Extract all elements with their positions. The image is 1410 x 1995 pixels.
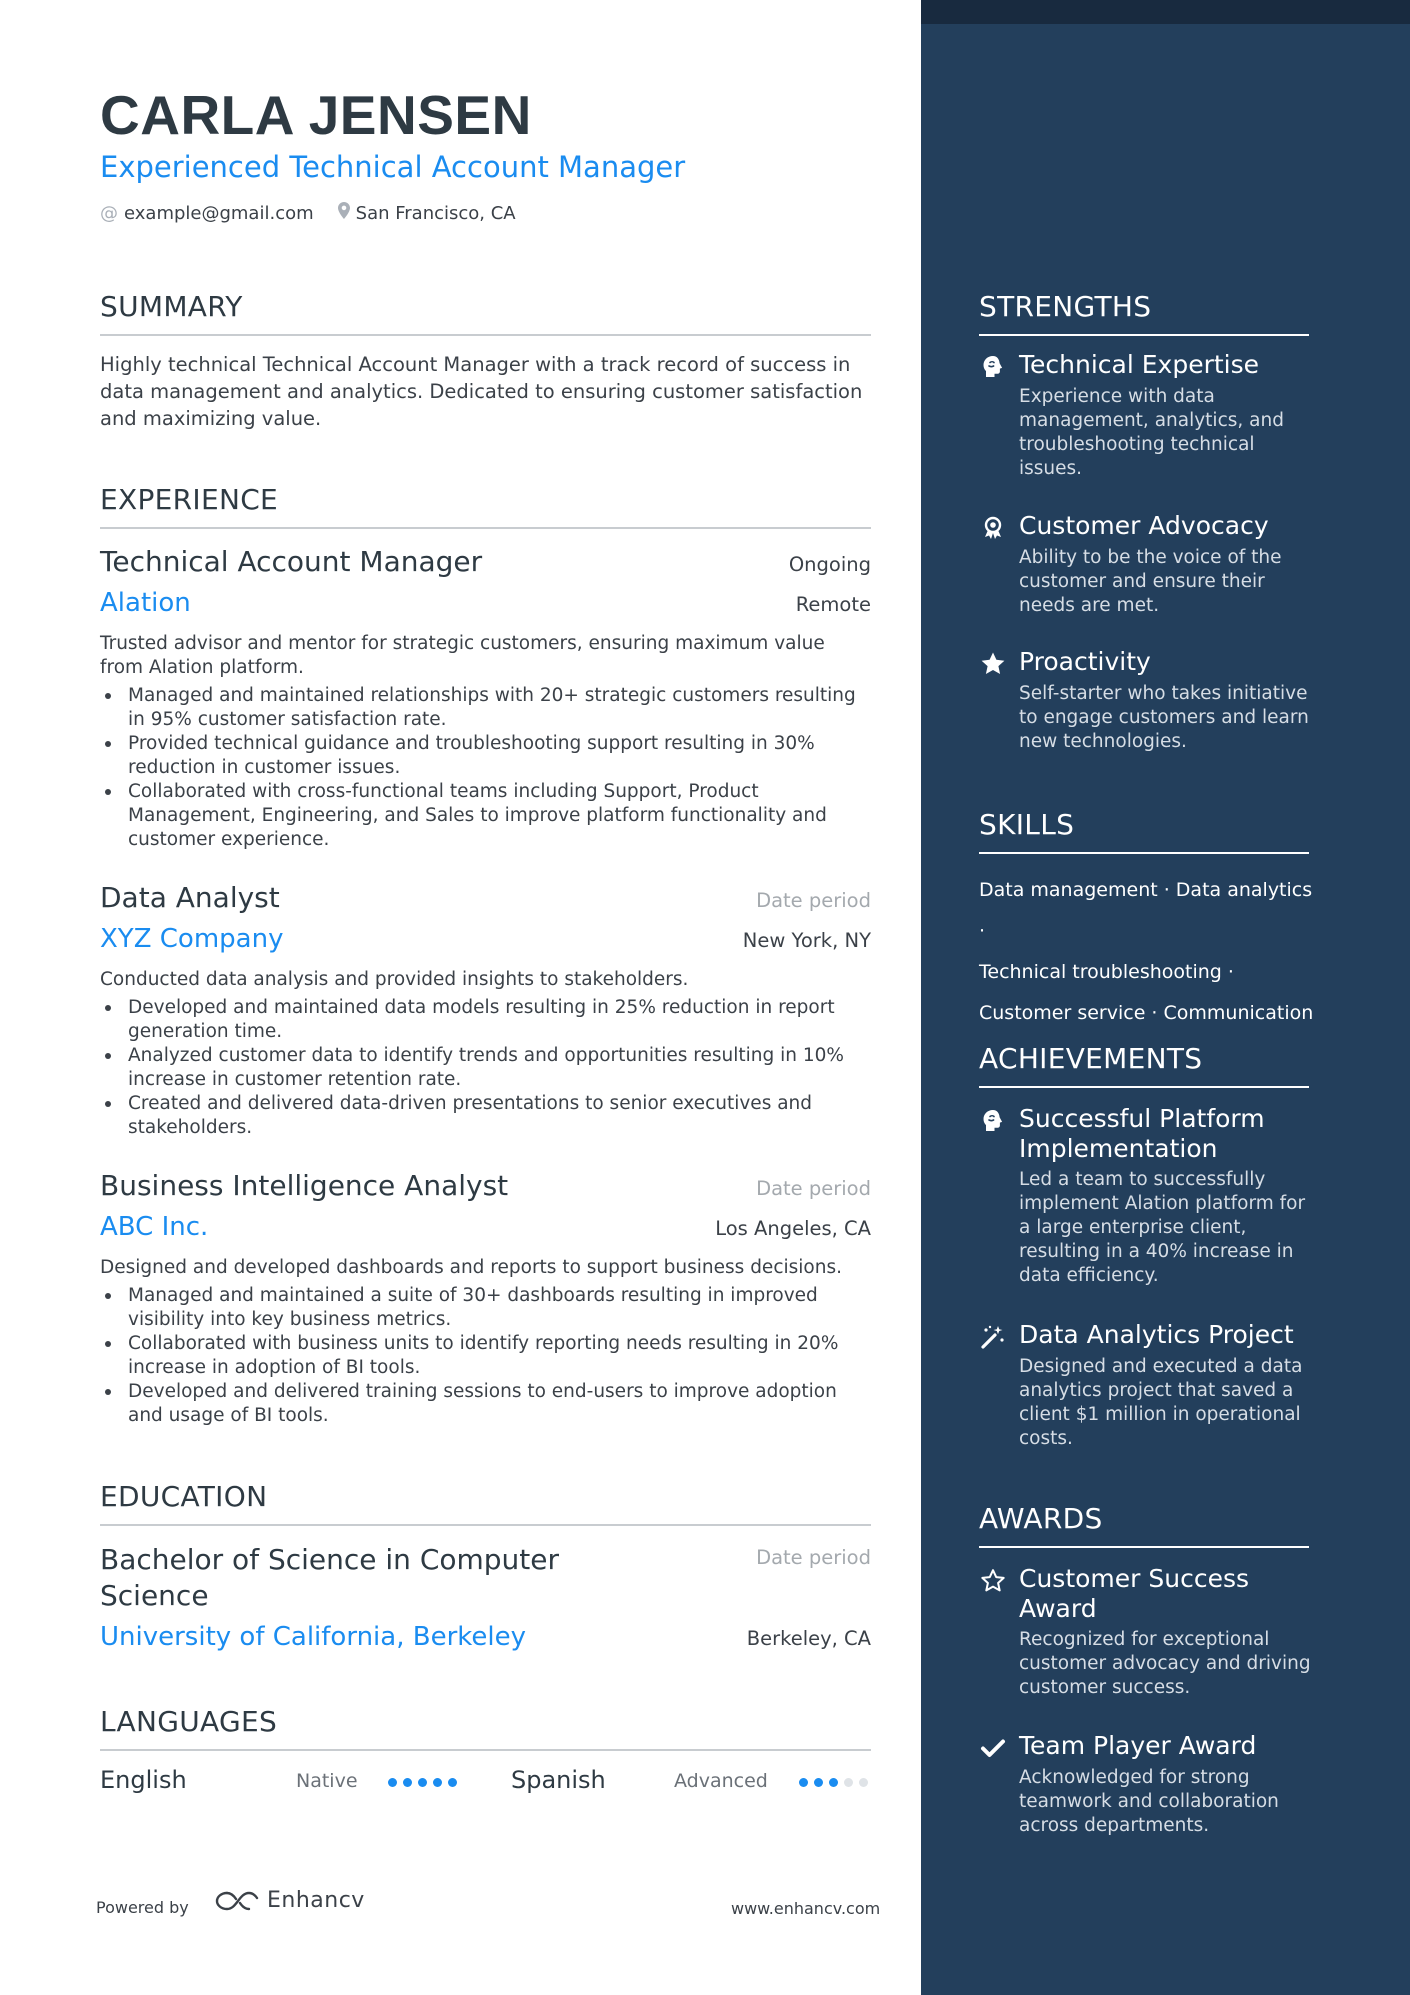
education-date: Date period (756, 1546, 871, 1569)
achievement-desc-line: data efficiency. (1019, 1265, 1159, 1286)
award-item (979, 1731, 1319, 1838)
job-title: Business Intelligence Analyst (100, 1169, 509, 1202)
job-bullet: Provided technical guidance and troubleshooting support resulting in 30% reduction in customer issues. (100, 732, 871, 780)
job-date: Date period (756, 889, 871, 912)
awards-heading: AWARDS (979, 1502, 1309, 1548)
checkmark-icon (979, 1734, 1007, 1762)
rating-dot-filled (433, 1778, 442, 1787)
magic-wand-icon (979, 1323, 1007, 1351)
language-name: English (100, 1766, 187, 1794)
job-title: Technical Account Manager (100, 545, 483, 578)
language-level-wrap (674, 1770, 768, 1792)
achievement-item (979, 1320, 1319, 1451)
skills-heading: SKILLS (979, 808, 1309, 854)
job-description: Conducted data analysis and provided insights to stakeholders. (100, 969, 689, 990)
education-heading: EDUCATION (100, 1480, 871, 1526)
achievement-desc-line: analytics project that saved a (1019, 1380, 1294, 1401)
achievement-desc-line: Designed and executed a data (1019, 1356, 1303, 1377)
award-desc-line: across departments. (1019, 1815, 1210, 1836)
job-bullets (100, 1284, 871, 1428)
award-desc-line: Acknowledged for strong (1019, 1767, 1250, 1788)
job-description: Designed and developed dashboards and reports to support business decisions. (100, 1257, 842, 1278)
job-bullet: Managed and maintained relationships with 20+ strategic customers resulting in 95% customer satisfaction rate. (100, 684, 871, 732)
language-level: Advanced (674, 1770, 768, 1792)
enhancv-brand-text: Enhancv (267, 1888, 365, 1913)
job-location: Remote (795, 593, 871, 616)
achievement-title: Data Analytics Project (1019, 1320, 1294, 1349)
email-contact[interactable] (100, 202, 314, 226)
achievement-title (1019, 1104, 1265, 1164)
strength-desc-line: troubleshooting technical (1019, 434, 1255, 455)
award-title-line: Customer Success (1019, 1564, 1250, 1593)
strength-desc-line: needs are met. (1019, 595, 1160, 616)
degree-title (100, 1542, 559, 1614)
job-bullet: Managed and maintained a suite of 30+ dashboards resulting in improved visibility into key business metrics. (100, 1284, 871, 1332)
education-entry (100, 1542, 871, 1656)
skills-line: Customer service · Communication (979, 1002, 1314, 1024)
enhancv-logo[interactable] (215, 1888, 365, 1913)
job-bullet: Analyzed customer data to identify trends and opportunities resulting in 10% increase in customer retention rate. (100, 1044, 871, 1092)
at-icon: @ (100, 203, 118, 224)
job-bullet: Collaborated with business units to identify reporting needs resulting in 20% increase in adoption of BI tools. (100, 1332, 871, 1380)
strength-desc-line: issues. (1019, 458, 1083, 479)
email-text: example@gmail.com (124, 203, 314, 224)
achievement-item (979, 1104, 1319, 1288)
job-bullet: Developed and maintained data models resulting in 25% reduction in report generation time. (100, 996, 871, 1044)
achievement-desc-line: implement Alation platform for (1019, 1193, 1306, 1214)
school-location: Berkeley, CA (746, 1627, 871, 1650)
location-contact (338, 202, 516, 226)
achievement-title-line: Successful Platform (1019, 1104, 1265, 1133)
award-description (1019, 1766, 1319, 1838)
job-bullet: Collaborated with cross-functional teams including Support, Product Management, Engineering, and Sales to improve platform functionality and customer experience. (100, 780, 871, 852)
rating-dot-filled (799, 1778, 808, 1787)
language-rating (799, 1778, 874, 1787)
contact-info (100, 202, 540, 226)
rating-dot-filled (418, 1778, 427, 1787)
experience-entry (100, 1168, 871, 1428)
job-description: Trusted advisor and mentor for strategic customers, ensuring maximum value from Alation platform. (100, 633, 825, 678)
achievement-title-line: Implementation (1019, 1134, 1218, 1163)
job-company: XYZ Company (100, 924, 284, 954)
experience-entry (100, 880, 871, 1140)
strengths-heading: STRENGTHS (979, 290, 1309, 336)
location-pin-icon (338, 202, 350, 226)
job-location: New York, NY (742, 929, 871, 952)
strength-description (1019, 682, 1319, 754)
language-rating (388, 1778, 463, 1787)
job-bullets (100, 996, 871, 1140)
achievement-desc-line: Led a team to successfully (1019, 1169, 1266, 1190)
rating-dot-filled (388, 1778, 397, 1787)
strength-title: Proactivity (1019, 647, 1151, 676)
award-item (979, 1564, 1319, 1700)
strength-desc-line: Experience with data (1019, 386, 1215, 407)
brain-icon (979, 353, 1007, 381)
rating-dot-empty (859, 1778, 868, 1787)
award-desc-line: Recognized for exceptional (1019, 1629, 1270, 1650)
job-date: Ongoing (788, 553, 871, 576)
award-desc-line: customer success. (1019, 1677, 1191, 1698)
strength-desc-line: Ability to be the voice of the (1019, 547, 1282, 568)
achievement-desc-line: costs. (1019, 1428, 1073, 1449)
achievement-desc-line: a large enterprise client, (1019, 1217, 1247, 1238)
enhancv-logo-icon (215, 1890, 261, 1912)
experience-heading: EXPERIENCE (100, 483, 871, 529)
strength-item (979, 511, 1319, 618)
strength-desc-line: Self-starter who takes initiative (1019, 683, 1308, 704)
candidate-headline: Experienced Technical Account Manager (100, 150, 686, 184)
language-entry (511, 1766, 606, 1794)
strength-description (1019, 385, 1319, 481)
ribbon-award-icon (979, 514, 1007, 542)
experience-entry (100, 544, 871, 852)
rating-dot-filled (403, 1778, 412, 1787)
degree-line: Science (100, 1579, 209, 1612)
award-title-line: Award (1019, 1594, 1097, 1623)
strength-desc-line: customer and ensure their (1019, 571, 1265, 592)
achievement-desc-line: resulting in a 40% increase in (1019, 1241, 1294, 1262)
strength-description (1019, 546, 1319, 618)
strength-desc-line: new technologies. (1019, 731, 1187, 752)
language-name: Spanish (511, 1766, 606, 1794)
language-entry (100, 1766, 187, 1794)
language-level: Native (296, 1770, 358, 1792)
award-desc-line: teamwork and collaboration (1019, 1791, 1279, 1812)
location-text: San Francisco, CA (355, 203, 516, 224)
award-desc-line: customer advocacy and driving (1019, 1653, 1311, 1674)
award-title: Team Player Award (1019, 1731, 1257, 1760)
summary-text: Highly technical Technical Account Manager with a track record of success in data management and analytics. Dedicated to ensuring customer satisfaction and maximizing value. (100, 353, 863, 430)
strength-desc-line: to engage customers and learn (1019, 707, 1309, 728)
job-title: Data Analyst (100, 881, 280, 914)
summary-heading: SUMMARY (100, 290, 871, 336)
job-company: ABC Inc. (100, 1212, 209, 1242)
job-company: Alation (100, 588, 191, 618)
skills-list (979, 870, 1319, 1034)
sidebar-top-bar (921, 0, 1410, 24)
rating-dot-filled (814, 1778, 823, 1787)
candidate-name: CARLA JENSEN (100, 84, 532, 146)
strength-title: Customer Advocacy (1019, 511, 1269, 540)
powered-by-label: Powered by (96, 1898, 189, 1917)
language-level-wrap (296, 1770, 358, 1792)
job-date: Date period (756, 1177, 871, 1200)
skills-line: Technical troubleshooting · (979, 961, 1234, 983)
languages-heading: LANGUAGES (100, 1705, 871, 1751)
job-bullet: Developed and delivered training sessions to end-users to improve adoption and usage of BI tools. (100, 1380, 871, 1428)
skills-line: Data management · Data analytics · (979, 879, 1313, 942)
strength-item (979, 647, 1319, 754)
job-location: Los Angeles, CA (715, 1217, 871, 1240)
award-description (1019, 1628, 1319, 1700)
job-bullet: Created and delivered data-driven presentations to senior executives and stakeholders. (100, 1092, 871, 1140)
rating-dot-filled (448, 1778, 457, 1787)
award-title (1019, 1564, 1249, 1624)
strength-desc-line: management, analytics, and (1019, 410, 1284, 431)
school-name: University of California, Berkeley (100, 1622, 526, 1652)
strength-title: Technical Expertise (1019, 350, 1260, 379)
rating-dot-filled (829, 1778, 838, 1787)
achievement-description (1019, 1355, 1319, 1451)
rating-dot-empty (844, 1778, 853, 1787)
brain-icon (979, 1107, 1007, 1135)
star-filled-icon (979, 650, 1007, 678)
job-bullets (100, 684, 871, 852)
achievement-desc-line: client $1 million in operational (1019, 1404, 1301, 1425)
strength-item (979, 350, 1319, 481)
degree-line: Bachelor of Science in Computer (100, 1543, 560, 1576)
achievement-description (1019, 1168, 1319, 1288)
achievements-heading: ACHIEVEMENTS (979, 1042, 1309, 1088)
footer-url[interactable]: www.enhancv.com (731, 1899, 881, 1918)
star-outline-icon (979, 1567, 1007, 1595)
